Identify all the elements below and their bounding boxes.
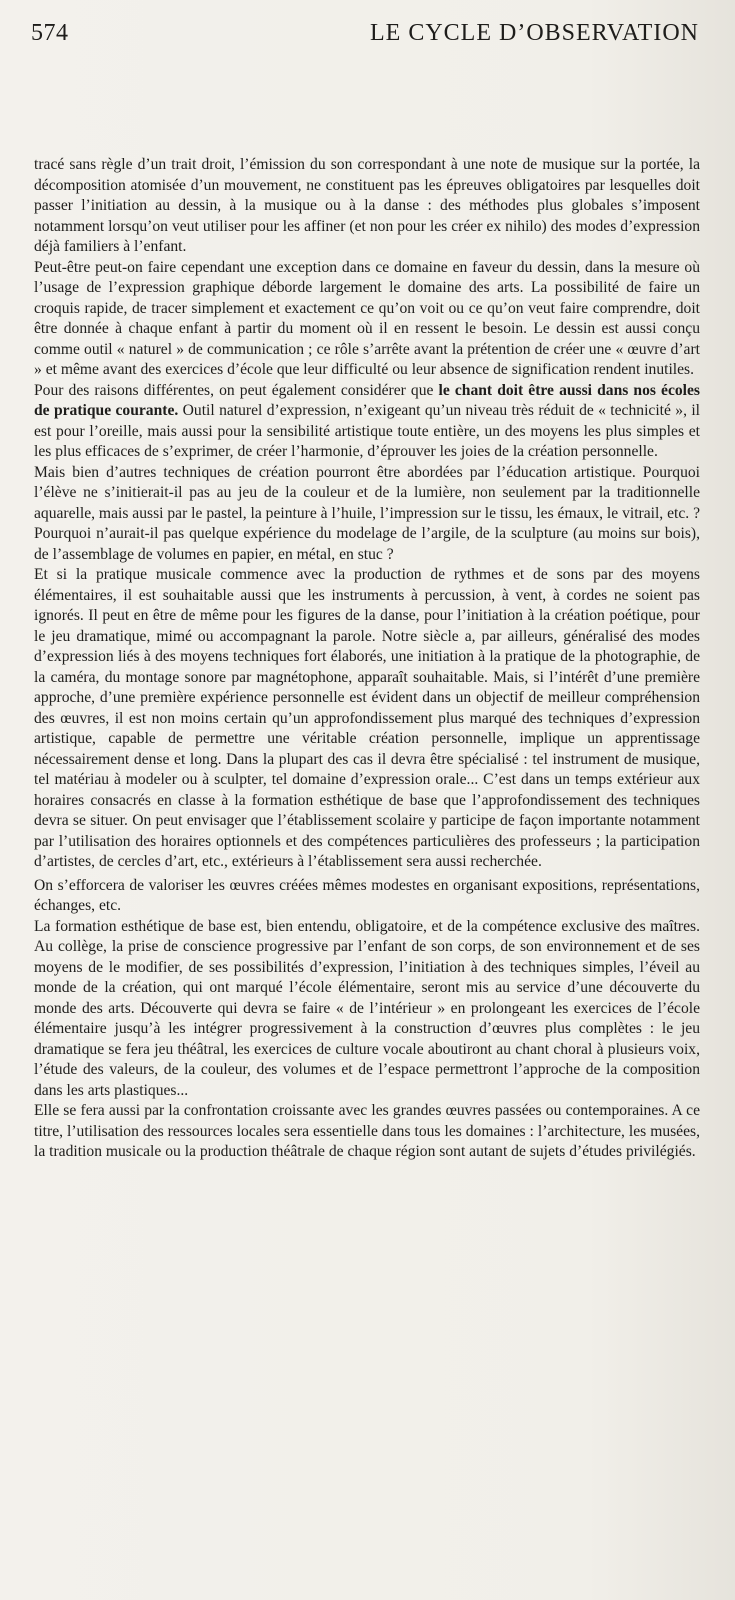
paragraph-6: On s’efforcera de valoriser les œuvres créées mêmes modestes en organisant expositions, représentations, échanges, etc. <box>34 876 700 914</box>
paragraph-2: Peut-être peut-on faire cependant une exception dans ce domaine en faveur du dessin, dans la mesure où l’usage de l’expression graphique déborde largement le domaine des arts. La possibilité de faire un croquis rapide, de tracer simplement et exactement ce qu’on voit ou ce qu’on veut faire comprendre, doit être donnée à chaque enfant à partir du moment où il en ressent le besoin. Le dessin est aussi conçu comme outil « naturel » de communication ; ce rôle s’arrête avant la prétention de créer une « œuvre d’art » et même avant des exercices d’école que leur difficulté ou leur absence de signification rendent inutiles. <box>34 258 700 378</box>
page-header <box>31 20 699 54</box>
paragraph-1: tracé sans règle d’un trait droit, l’émission du son correspondant à une note de musique sur la portée, la décomposition atomisée d’un mouvement, ne constituent pas les épreuves obligatoires par lesquelles doit passer l’initiation au dessin, à la musique ou à la danse : des méthodes plus globales s’imposent notamment lorsqu’on veut utiliser pour les affiner (et non pour les créer ex nihilo) des modes d’expression déjà familiers à l’enfant. <box>34 156 700 255</box>
paragraph-3-bold: le chant doit être aussi dans nos écoles de pratique courante. <box>34 381 700 419</box>
paragraph-3-end: Outil naturel d’expression, n’exigeant qu’un niveau très réduit de « technicité », il est pour l’oreille, mais aussi pour la sensibilité artistique toute entière, un des moyens les plus simples et les plus efficaces de s’exprimer, de créer l’harmonie, d’éprouver les joies de la création personnelle. <box>34 402 700 460</box>
paragraph-7: La formation esthétique de base est, bien entendu, obligatoire, et de la compétence exclusive des maîtres. Au collège, la prise de conscience progressive par l’enfant de son corps, de son environnement et de ses moyens de le modifier, de ses possibilités d’expression, l’initiation à des techniques simples, l’éveil au monde de la création, qui ont marqué l’école élémentaire, seront mis au service d’une découverte du monde des arts. Découverte qui devra se faire « de l’intérieur » en prolongeant les exercices de l’école élémentaire jusqu’à les intégrer progressivement à la construction d’œuvres plus complètes : le jeu dramatique se fera jeu théâtral, les exercices de culture vocale aboutiront au chant choral à plusieurs voix, l’étude des valeurs, de la couleur, des volumes et de l’espace permettront l’approche de la composition dans les arts plastiques... <box>34 917 700 1099</box>
page-number: 574 <box>31 20 69 46</box>
paragraph-5: Et si la pratique musicale commence avec la production de rythmes et de sons par des moyens élémentaires, il est souhaitable aussi que les instruments à percussion, à vent, à cordes ne soient pas ignorés. Il peut en être de même pour les figures de la danse, pour l’initiation à la création poétique, pour le jeu dramatique, mimé ou accompagnant la parole. Notre siècle a, par ailleurs, généralisé des modes d’expression liés à des moyens techniques fort élaborés, une initiation à la pratique de la photographie, de la caméra, du montage sonore par magnétophone, apparaît souhaitable. Mais, si l’intérêt d’une première approche, d’une première expérience personnelle est évident dans un objectif de meilleur compréhension des œuvres, il est non moins certain qu’un approfondissement plus marqué des techniques d’expression artistique, capable de permettre une véritable création personnelle, implique un apprentissage nécessairement dense et long. Dans la plupart des cas il devra être spécialisé : tel instrument de musique, tel matériau à modeler ou à sculpter, tel domaine d’expression orale... C’est dans un temps extérieur aux horaires consacrés en classe à la formation esthétique de base que l’approfondissement des techniques devra se situer. On peut envisager que l’établissement scolaire y participe de façon importante notamment par l’utilisation des horaires optionnels et des compétences particulières des professeurs ; la participation d’artistes, de cercles d’art, etc., extérieurs à l’établissement sera aussi recherchée. <box>34 566 700 870</box>
paragraph-3-start: Pour des raisons différentes, on peut également considérer que <box>34 381 439 399</box>
paragraph-8: Elle se fera aussi par la confrontation croissante avec les grandes œuvres passées ou contemporaines. A ce titre, l’utilisation des ressources locales sera essentielle dans tous les domaines : l’architecture, les musées, la tradition musicale ou la production théâtrale de chaque région sont autant de sujets d’études privilégiés. <box>34 1102 700 1160</box>
paragraph-3 <box>34 381 700 463</box>
body-text <box>34 155 700 1163</box>
running-title: LE CYCLE D’OBSERVATION <box>370 20 699 46</box>
paragraph-4: Mais bien d’autres techniques de création pourront être abordées par l’éducation artistique. Pourquoi l’élève ne s’initierait-il pas au jeu de la couleur et de la lumière, non seulement par la traditionnelle aquarelle, mais aussi par le pastel, la peinture à l’huile, l’impression sur le tissu, les émaux, le vitrail, etc. ? Pourquoi n’aurait-il pas quelque expérience du modelage de l’argile, de la sculpture (au moins sur bois), de l’assemblage de volumes en papier, en métal, en stuc ? <box>34 463 700 563</box>
